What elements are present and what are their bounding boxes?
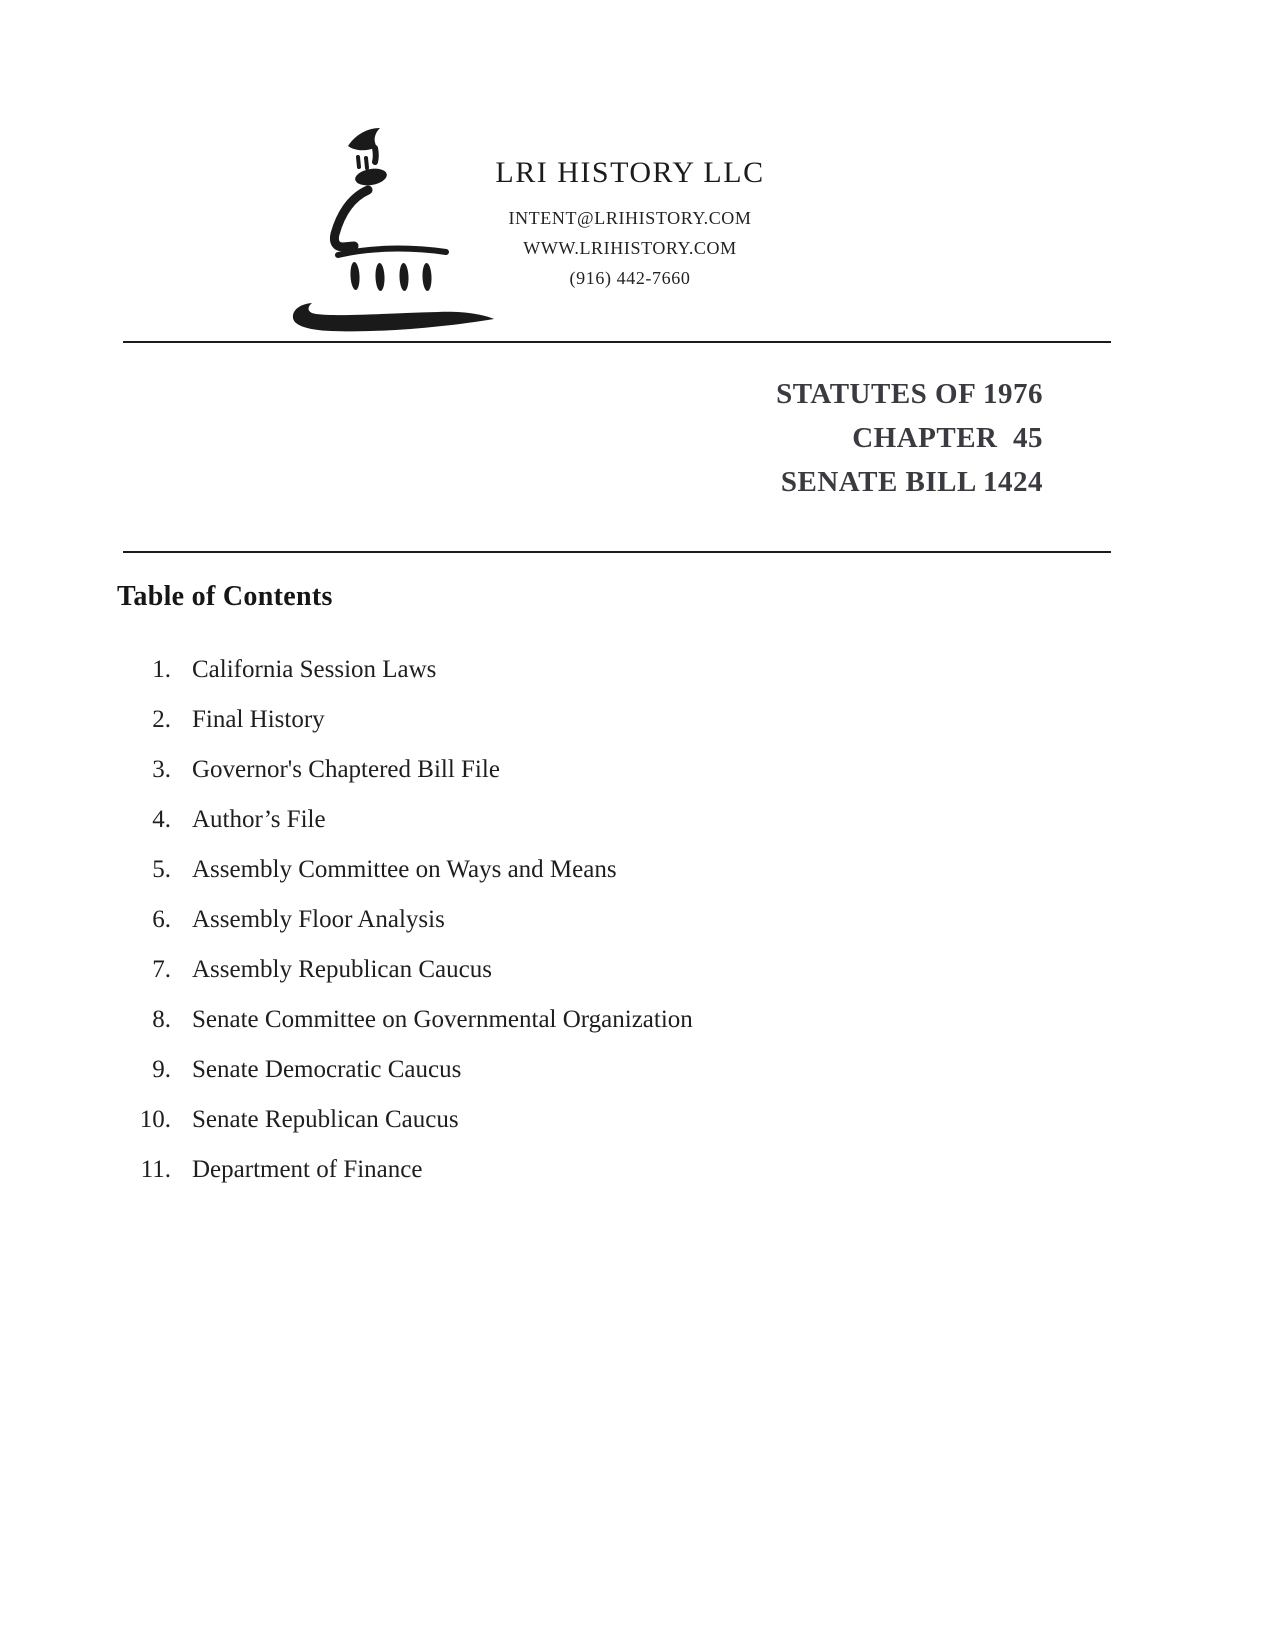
toc-item — [117, 945, 1017, 995]
toc-item-number: 9. — [152, 1056, 171, 1083]
company-email: INTENT@LRIHISTORY.COM — [508, 208, 752, 228]
toc-item — [117, 745, 1017, 795]
horizontal-divider-bottom — [123, 551, 1111, 553]
toc-item-label: Senate Republican Caucus — [192, 1106, 459, 1133]
company-website: WWW.LRIHISTORY.COM — [523, 238, 737, 258]
toc-item-number: 7. — [152, 956, 171, 983]
toc-item — [117, 1145, 1017, 1195]
toc-item — [117, 895, 1017, 945]
toc-item-label: Assembly Republican Caucus — [192, 956, 492, 983]
contact-block — [430, 203, 830, 293]
letterhead — [430, 154, 830, 293]
toc-item-label: Assembly Floor Analysis — [192, 906, 445, 933]
toc-item-label: Assembly Committee on Ways and Means — [192, 856, 617, 883]
toc-item-number: 8. — [152, 1006, 171, 1033]
company-phone: (916) 442-7660 — [569, 268, 691, 288]
toc-item-number: 4. — [152, 806, 171, 833]
company-name: LRI HISTORY LLC — [495, 156, 765, 189]
toc-list — [117, 645, 1017, 1195]
toc-item — [117, 995, 1017, 1045]
toc-item-number: 5. — [152, 856, 171, 883]
toc-item-number: 1. — [152, 656, 171, 683]
toc-item-label: Author’s File — [192, 806, 326, 833]
toc-item-number: 2. — [152, 706, 171, 733]
toc-item-label: Final History — [192, 706, 325, 733]
toc-item-number: 10. — [139, 1106, 171, 1133]
document-heading — [776, 372, 1043, 504]
toc-item — [117, 795, 1017, 845]
statutes-year-line: STATUTES OF 1976 — [776, 378, 1043, 410]
toc-item-label: Senate Democratic Caucus — [192, 1056, 462, 1083]
toc-item-label: Department of Finance — [192, 1156, 423, 1183]
horizontal-divider-top — [123, 341, 1111, 343]
toc-item — [117, 1045, 1017, 1095]
chapter-line: CHAPTER 45 — [852, 422, 1043, 454]
toc-item-number: 3. — [152, 756, 171, 783]
toc-item-label: California Session Laws — [192, 656, 437, 683]
toc-item-label: Governor's Chaptered Bill File — [192, 756, 500, 783]
toc-item-number: 11. — [140, 1156, 171, 1183]
senate-bill-line: SENATE BILL 1424 — [780, 466, 1043, 498]
toc-item — [117, 1095, 1017, 1145]
toc-item-number: 6. — [152, 906, 171, 933]
toc-title: Table of Contents — [117, 581, 333, 612]
toc-item-label: Senate Committee on Governmental Organization — [192, 1006, 693, 1033]
toc-item — [117, 695, 1017, 745]
toc-item — [117, 845, 1017, 895]
toc-item — [117, 645, 1017, 695]
